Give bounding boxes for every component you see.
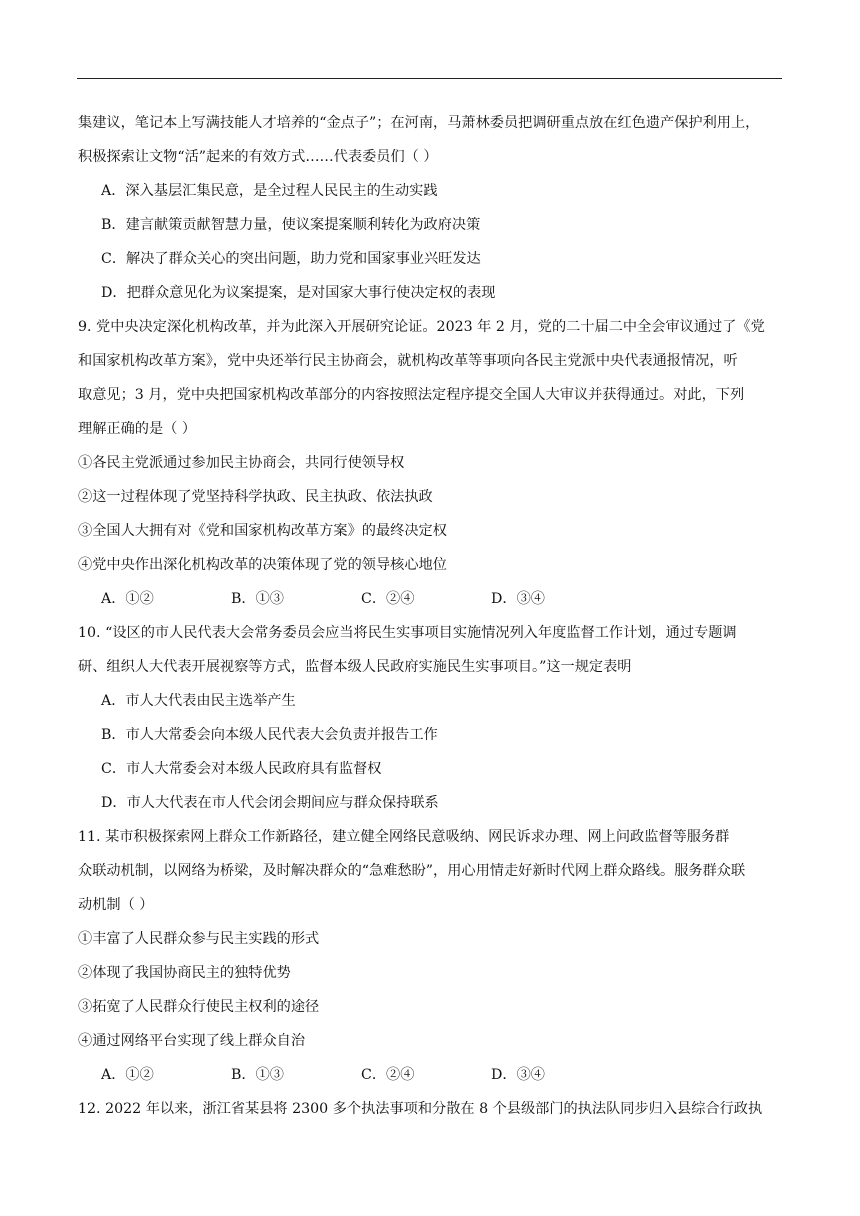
question-stem-line: 众联动机制，以网络为桥梁，及时解决群众的“急难愁盼”，用心用情走好新时代网上群众路线。服务群众联: [78, 863, 746, 879]
question-stem-line: 11. 某市积极探索网上群众工作新路径，建立健全网络民意吸纳、网民诉求办理、网上问政监督等服务群: [78, 829, 730, 845]
choice-a: A．①②: [101, 591, 154, 607]
statement-4: ④党中央作出深化机构改革的决策体现了党的领导核心地位: [78, 557, 447, 573]
answer-choices: [78, 582, 782, 616]
question-stem-line: 10. “设区的市人民代表大会常务委员会应当将民生实事项目实施情况列入年度监督工作计划，通过专题调: [78, 625, 737, 641]
document-body: [78, 106, 782, 1126]
question-stem-line: 积极探索让文物“活”起来的有效方式……代表委员们（ ）: [78, 149, 438, 165]
option-c: C．市人大常委会对本级人民政府具有监督权: [101, 761, 382, 777]
choice-d: D．③④: [491, 591, 545, 607]
question-8: [78, 106, 782, 310]
question-stem-line: 和国家机构改革方案》，党中央还举行民主协商会，就机构改革等事项向各民主党派中央代表通报情况，听: [78, 353, 738, 369]
option-d: D．把群众意见化为议案提案，是对国家大事行使决定权的表现: [101, 285, 496, 301]
choice-a: A．①②: [101, 1067, 154, 1083]
question-9: [78, 310, 782, 616]
choice-b: B．①③: [231, 591, 284, 607]
question-11: [78, 820, 782, 1092]
choice-b: B．①③: [231, 1067, 284, 1083]
question-12: [78, 1092, 782, 1126]
answer-choices: [78, 1058, 782, 1092]
question-stem-line: 研、组织人大代表开展视察等方式，监督本级人民政府实施民生实事项目。”这一规定表明: [78, 659, 632, 675]
statement-3: ③拓宽了人民群众行使民主权利的途径: [78, 999, 320, 1015]
question-stem-line: 理解正确的是（ ）: [78, 421, 197, 437]
statement-4: ④通过网络平台实现了线上群众自治: [78, 1033, 306, 1049]
choice-d: D．③④: [491, 1067, 545, 1083]
question-stem-line: 12. 2022 年以来，浙江省某县将 2300 多个执法事项和分散在 8 个县级部门的执法队同步归入县综合行政执: [78, 1101, 763, 1117]
statement-2: ②体现了我国协商民主的独特优势: [78, 965, 291, 981]
option-a: A．市人大代表由民主选举产生: [101, 693, 296, 709]
statement-1: ①丰富了人民群众参与民主实践的形式: [78, 931, 320, 947]
option-a: A．深入基层汇集民意，是全过程人民民主的生动实践: [101, 183, 438, 199]
question-stem-line: 集建议，笔记本上写满技能人才培养的“金点子”；在河南，马萧林委员把调研重点放在红色遗产保护利用上，: [78, 115, 760, 131]
option-d: D．市人大代表在市人代会闭会期间应与群众保持联系: [101, 795, 439, 811]
statement-1: ①各民主党派通过参加民主协商会，共同行使领导权: [78, 455, 405, 471]
question-stem-line: 9. 党中央决定深化机构改革，并为此深入开展研究论证。2023 年 2 月，党的二十届二中全会审议通过了《党: [78, 319, 765, 335]
statement-3: ③全国人大拥有对《党和国家机构改革方案》的最终决定权: [78, 523, 447, 539]
choice-c: C．②④: [361, 1067, 415, 1083]
header-rule: [77, 78, 782, 79]
question-stem-line: 动机制（ ）: [78, 897, 154, 913]
option-b: B．市人大常委会向本级人民代表大会负责并报告工作: [101, 727, 438, 743]
question-10: [78, 616, 782, 820]
option-b: B．建言献策贡献智慧力量，使议案提案顺利转化为政府决策: [101, 217, 481, 233]
question-stem-line: 取意见；3 月，党中央把国家机构改革部分的内容按照法定程序提交全国人大审议并获得通过。对此，下列: [78, 387, 745, 403]
choice-c: C．②④: [361, 591, 415, 607]
option-c: C．解决了群众关心的突出问题，助力党和国家事业兴旺发达: [101, 251, 481, 267]
statement-2: ②这一过程体现了党坚持科学执政、民主执政、依法执政: [78, 489, 433, 505]
